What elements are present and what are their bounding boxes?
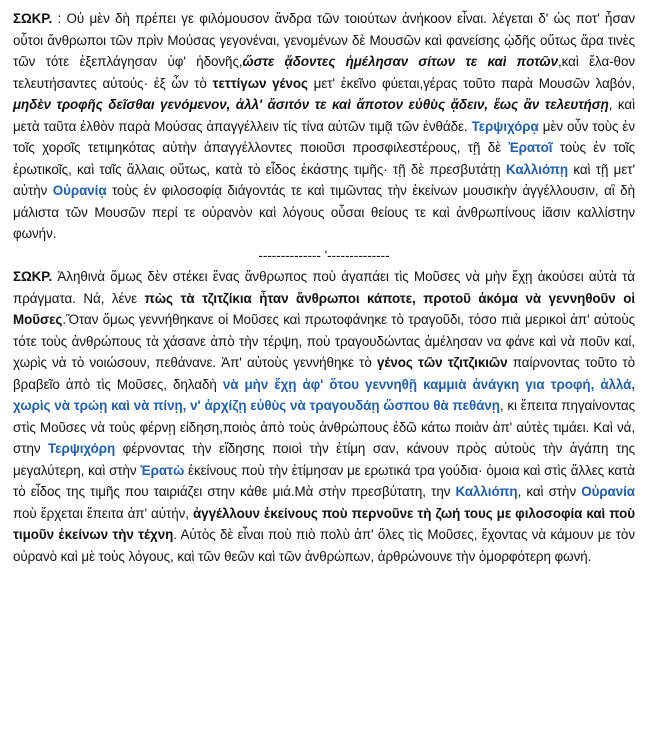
emphasis-race-of-cicadas: τεττίγων γένος bbox=[212, 75, 308, 91]
text-run: τοὺς ἐν τοῖς ἐρωτικοῖς, καὶ ταῖς ἄλλαις οὕτως, κατὰ τὸ εἶδος ἑκάστης τιμῆς· τῇ δὲ πρεσβυτάτῃ bbox=[13, 140, 635, 177]
text-run: μετ' ἐκεῖνο φύεται,γέρας τοῦτο παρὰ Μουσῶν λαβόν, bbox=[307, 75, 635, 91]
text-run: , καὶ μετὰ ταῦτα ἐλθὸν παρὰ Μούσας ἀπαγγέλλειν τίς τίνα αὐτῶν τιμᾷ τῶν ἐνθάδε. bbox=[13, 97, 635, 134]
emphasis-cicadas-were-humans: πὼς τὰ τζιτζίκια ἦταν ἄνθρωποι κάποτε, προτοῦ ἀκόμα νὰ γεννηθοῦν οἱ Μοῦσες bbox=[13, 290, 635, 327]
text-run: , κι ἔπειτα πηγαίνοντας στὶς Μοῦσες νὰ τοὺς φέρνῃ είδηση,ποιὸς ἀπὸ τοὺς ἀνθρώπους ἐδῶ κάτω ποιὰν ἀπ' αὐτὲς τιμάει. Καὶ νά, στην bbox=[13, 398, 635, 456]
muse-name-calliope: Καλλιόπη bbox=[455, 484, 518, 499]
text-run: . Αὐτὸς δὲ εἶναι ποὺ πιὸ πολὺ ἀπ' ὅλες τὶς Μοῦσες, ἔχοντας νὰ κάμουν με τὸν οὐρανὸ καὶ μὲ τοὺς λόγους, καὶ τῶν θεῶν καὶ τῶν ἀνθρώπων, ἀρθρώνουνε τὴν ὀμορφότερη φωνή. bbox=[13, 527, 635, 564]
text-run: φέρνοντας τὴν εἴδησης ποιοὶ τὴν ἐτίμη σαν, κάνουν πρὸς αὐτοὺς τὴν ἀγάπη της μεγαλύτερη, καὶ στὴν bbox=[13, 441, 636, 478]
muse-name-urania: Οὐρανία bbox=[581, 484, 635, 499]
text-run: : Οὐ μὲν δὴ πρέπει γε φιλόμουσον ἄνδρα τῶν τοιούτων ἀνήκοον εἶναι. λέγεται δ' ὡς ποτ' ἦσαν οὗτοι ἄνθρωποι τῶν πρὶν Μούσας γεγονέναι, γενομένων δὲ Μουσῶν καὶ φανείσης ᾠδῆς οὕτως ἄρα τινὲς τῶν τότε ἐξεπλάγησαν ὑφ' ἡδονῆς, bbox=[13, 11, 635, 69]
text-run: καὶ τῇ μετ' αὐτὴν bbox=[13, 161, 635, 198]
text-run: ἐκείνους ποὺ τὴν ἐτίμησαν με ερωτικά τρα γούδια· ὁμοια καὶ στὶς ἄλλες κατὰ τὸ εἶδος της τιμῆς που ταιριάζει στην κάθε μιά.Μὰ στὴν πρεσβύτατη, την bbox=[13, 462, 635, 499]
emphasis-philosophers: ἀγγέλλουν ἐκείνους ποὺ περνοῦνε τὴ ζωή τους με φιλοσοφία καὶ ποὺ τιμοῦν ἐκείνων τὴν τέχνη bbox=[13, 505, 635, 542]
text-run: , καὶ στὴν bbox=[517, 484, 582, 499]
ancient-greek-paragraph bbox=[13, 8, 635, 245]
muse-name-terpsichore: Τερψιχόρη bbox=[48, 441, 116, 456]
text-run: ,καὶ ἔλα-θον τελευτήσαντες αὐτούς· ἐξ ὧν τὸ bbox=[13, 54, 635, 91]
muse-name-erato: Ἐρατοῖ bbox=[508, 140, 553, 155]
speaker-label: ΣΩΚΡ. bbox=[13, 11, 53, 26]
document-page bbox=[13, 8, 635, 567]
muse-name-urania: Οὐρανίᾳ bbox=[52, 183, 107, 198]
text-run: παίρνοντας τοῦτο τὸ βραβεῖο ἀπὸ τὶς Μοῦσες, δηλαδὴ bbox=[13, 355, 635, 392]
emphasis-race-of-cicadas: γένος τῶν τζιτζικιῶν bbox=[376, 355, 508, 370]
modern-greek-paragraph bbox=[13, 266, 635, 567]
emphasis-cicadas-forgot-food: ὥστε ᾄδοντες ἠμέλησαν σίτων τε καὶ ποτῶν bbox=[242, 54, 559, 69]
text-run: ποὺ ἔρχεται ἔπειτα ἀπ' αὐτήν, bbox=[13, 505, 193, 521]
text-run: τοὺς ἐν φιλοσοφίᾳ διάγοντάς τε καὶ τιμῶντας τὴν ἐκείνων μουσικὴν ἀγγέλλουσιν, αἳ δὴ μάλιστα τῶν Μουσῶν περί τε οὐρανὸν καὶ λόγους οὖσαι θείους τε καὶ ἀνθρωπίνους ἱᾶσιν καλλίστην φωνήν. bbox=[13, 183, 635, 241]
muse-name-calliope: Καλλιόπῃ bbox=[506, 161, 569, 177]
text-run: μὲν οὖν τοὺς ἐν τοῖς χοροῖς τετιμηκότας αὐτὴν ἀπαγγέλλοντες ποιοῦσι προσφιλεστέρους, τῇ δὲ bbox=[13, 118, 635, 155]
muse-name-terpsichore: Τερψιχόρᾳ bbox=[471, 118, 539, 134]
emphasis-gift-of-muses: νὰ μὴν ἔχῃ ἀφ' ὅτου γεννηθῇ καμμιὰ ἀνάγκη για τροφή, ἀλλά, χωρὶς νὰ τρώῃ καὶ νὰ πίνῃ, ν' ἀρχίζῃ εὐθὺς νὰ τραγουδάῃ ὥσπου θὰ πεθάνῃ bbox=[13, 376, 635, 413]
text-run: .Ὅταν ὅμως γεννήθηκανε οἱ Μοῦσες καὶ πρωτοφάνηκε τὸ τραγοῦδι, τόσο πιὰ μερικοὶ ἀπ' αὐτοὺς τότε τοὺς ἀνθρώπους τὰ χάσανε ἀπὸ τὴν τέρψη, ποὺ τραγουδώντας ἀμέλησαν να φάνε καὶ νὰ ποῦν καί, χωρὶς νὰ τὸ νοιώσουν, πεθάνανε. Ἀπ' αὐτοὺς γεννήθηκε τὸ bbox=[13, 312, 635, 370]
emphasis-gift-of-muses: μηδὲν τροφῆς δεῖσθαι γενόμενον, ἀλλ' ἄσιτόν τε καὶ ἄποτον εὐθὺς ᾄδειν, ἕως ἂν τελευτήσῃ bbox=[13, 97, 609, 112]
speaker-label: ΣΩΚΡ. bbox=[13, 269, 53, 284]
muse-name-erato: Ἐρατὼ bbox=[140, 462, 185, 478]
text-run: Ἀληθινὰ ὅμως δὲν στέκει ἕνας ἄνθρωπος ποὺ ἀγαπάει τὶς Μοῦσες νὰ μὴν ἔχῃ ἀκούσει αὐτὰ τὰ πράγματα. Νά, λένε bbox=[13, 269, 635, 306]
section-separator: -------------- '-------------- bbox=[258, 247, 390, 263]
